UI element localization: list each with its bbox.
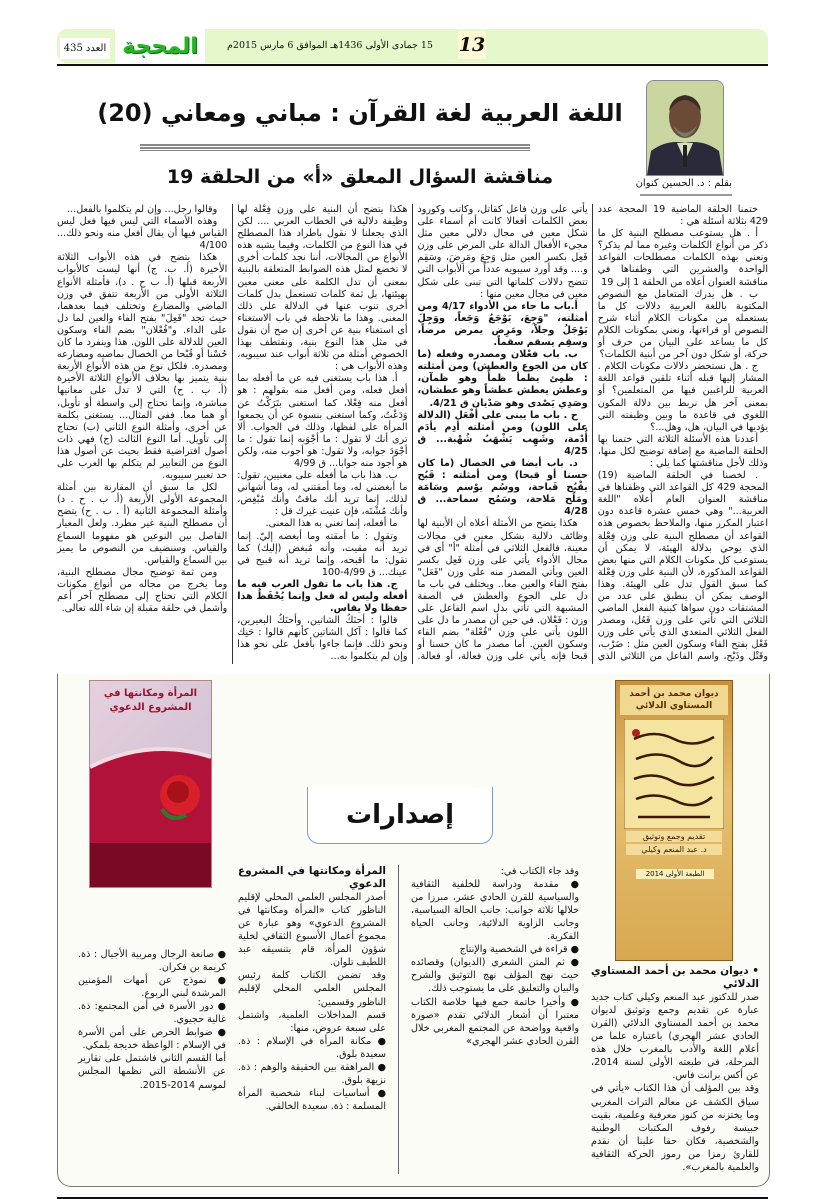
article-paragraph: . لخصنا في الحلقة الماضية (19) المحجة 429 كل القواعد التي وظفناها في مناقشة العنوان العام أعلاه "اللغة العربية..." وهي خمس عشرة قاعدة دون اعتبار المكرر منها، والملاحظ بخصوص هذه القواعد أن مصطلح البنية على وزن فِعْلة الذي يوحي بدلالة الهيئة، لا يمكن أن يستوعب كل مكونات الكلام التي منها بعض القواعد المذكورة، لأن البنية على وزن فِعْلة كما سبق القول تدل على الهيئة. وهذا الوصف يمكن أن ينطبق على عدد من المشتقات دون سواها كبنية الفعل الماضي الثلاثي التي تأتي على وزن فَعُل، ومصدر الفعل الثلاثي المتعدي الذي يأتي على وزن فَعْل بفتح الفاء وسكون العين مثل : ضَرْب، وقَتْل وذَبْح، واسم الفاعل من الثلاثي الذي يأتي على وزن فاعل كقاتل، وكاتب وكورود بعض الكلمات أفعالا كانت أم أسماء على شكل معين في مجال دلالي معين مثل مجيء الأفعال الدالة على المرض على وزن فَعِل بكسر العين مثل وَجِعَ ومَرِضَ، وسَقِم و.... وقد أورد سيبويه عدداً من الأبواب التي تتضح دلالات كلماتها التي تبنى على شكل معين في مجال معين منها : (417, 204, 768, 663)
article-paragraph: ح . باب ما يبنى على أفْعَل (الدلالة على اللون) ومن أمثلته أدِم يأدَم أُدْمة، وشَهِب يَشْهَبُ شُهْبة... ق 4/25 (417, 409, 588, 457)
article-paragraph: لكل ما سبق أن المقارنة بين أمثلة المجموعة الأولى الأربعة (أ. ب . ح . د) وأمثلة المجموعة الثانية (أ . ب . ح) يتضح أن مصطلح البنية غير مطرد. ولعل المعيار الفاصل بين النوعين هو مفهوما السماع والقياس. وسنضيف من النصوص ما يميز بين السماع والقياس. (57, 482, 228, 566)
article-paragraph: أعددنا هذه الأسئلة الثلاثة التي ختمنا بها الحلقة الماضية مع إضافة توضيح لكل منها، وذلك لأجل مناقشتها كما يلي : (597, 433, 768, 469)
rose-icon (90, 737, 211, 887)
article-subtitle: مناقشة السؤال المعلق «أ» من الحلقة 19 (166, 166, 554, 188)
book2-bullet: ● ضوابط الحرص على أمن الأسرة في الإسلام : الواعظة خديجة بلمكي. (78, 1027, 226, 1052)
cover-author: د. عبد المنعم وكيلي (626, 844, 722, 855)
book1-paragraph: وقد بين المؤلف أن هذا الكتاب «يأتي في سياق الكشف عن معالم التراث المغربي وما يختزنه من كنوز معرفية وعلمية، بقيت حبيسة رفوف المكتبات الوطنية والشخصية، فكان حقا علينا أن نقدم للقارئ رمزا من رموز الحركة الثقافية والعلمية بالمغرب». (591, 1083, 759, 1173)
book1-intro-column (591, 680, 759, 1175)
issue-date: 15 جمادى الأولى 1436هـ الموافق 6 مارس 2015م (227, 40, 433, 51)
book2-paragraph: قسم المداخلات العلمية، واشتمل على سبعة عروض، منها: (238, 1009, 386, 1034)
article-paragraph: وهذه الأسماء التي ليس فيها فعل ليس القياس فيها أن يقال أفعل منه ونحو ذلك... 4/100 (57, 216, 228, 252)
article-paragraph: وقالوا رجل... وإن لم يتكلموا بالفعل... (67, 204, 218, 215)
article-body (57, 204, 768, 664)
article-paragraph: أ.باب ما جاء من الأدواء 4/17 ومن أمثلته، "وَجِعَ، يَوْجَعُ وَجَعاً، ووَجِلَ يَوْجَلُ وجلاً، ومَرِض يمرض مرضاً، وسقِم يسقم سقماً. (417, 300, 588, 349)
article-paragraph: ب . هل يدرك المتعامل مع النصوص المكتوبة باللغة العربية دلالات كل ما يستعمله من مكونات الكلام أثناء شرح النصوص أو قراءتها، ونعني بمكونات الكلام كل ما يساعد على البيان من حرف أو حركة، أو شكل دون آخر من أبنية الكلمات؟ (597, 288, 768, 361)
book2-bullet: ● مكانة المرأة في الإسلام : ذة. سعيدة بلوق. (238, 1035, 386, 1060)
issue-number-box (60, 38, 110, 59)
article-paragraph: ب. باب فعْلان ومصدره وفعله (ما كان من الجوع والعطش) ومن أمثلته : ظمِئ يظمأ ظمأً وهو ظمآن، وعطش يعطش عطشاً وهو عطشان، وصَدِي يَصْدى وهو صَدْيان ق 4/21. (417, 349, 588, 409)
article-paragraph: ج . هل نستحضر دلالات مكونات الكلام . المشار إليها قبله أثناء تلقين قواعد اللغة العربية للراغبين فيها من المتعلمين؟ أو بمعنى آخر هل نربط بين دلالة المكون اللغوي في قاعدة ما وبين وظيفته التي يؤديها في البيان، هل، وهل...؟ (597, 361, 768, 433)
issue-number: 435 (63, 43, 83, 54)
publications-section-title: إصدارات (307, 787, 493, 844)
article-paragraph: هكذا يتضح من الأمثلة أعلاه أن الأبنية لها وظائف دلالية بشكل معين في مجالات معينة، فالفعل الثلاثي في أمثلة "أ" أي في مجال الأدواء يأتي على وزن فَعِل بكسر العين ويأتي المصدر منه على وزن "فَعَل" بفتح الفاء والعين معا.. ويختلف في باب ما دل على الجوع والعطش في الصفة المشبهة التي تأتي بدل اسم الفاعل على وزن : فَعْلان. في حين أن مصدر ما دل على اللون يأتي على وزن "فُعْلة" بضم الفاء وسكون العين. أما مصدر ما كان حسنا أو قبحا فإنه يأتي على وزن فعالة، أو فعالة. هكذا يتضح أن البنية على وزن فِعْلة لها وظيفة دلالية في الخطاب العربي .... لكن الذي يجعلنا لا نقول باطراد هذا المصطلح في هذا النوع من الكلمات، وفيما يشبه هذه الأنواع من المجالات، أننا نجد كلمات أخرى لا تخضع لمثل هذه الضوابط المتعلقة بالبنية بمعنى أن تدل الكلمة على معنى معين بهيئتها، بل ثمة كلمات تستعمل بدل كلمات أخرى تنوب عنها في الدلالة على ذلك المعنى. وهذا ما نلاحظه في باب الاستغناء أي استغناء بنية عن أخرى إن صح أن نقول في مثل هذا النوع بنية، ونقتطف بهذا الخصوص أمثلة من ثلاثة أبواب عند سيبويه، وهذه الأبواب هي : (237, 204, 588, 663)
article-paragraph: ب. هذا باب ما أفعله على معنيين، تقول: ما أبغضني له، وما أمقتني له، وما أشهاني لذلك، إنما تريد أنك ماقتٌ وأنك مُبْغِض، وأنك مُشْتَه، فإن عنيت غيرك قل : (237, 470, 408, 518)
book1-bullet: ● مقدمة ودراسة للخلفية الثقافية والسياسية للقرن الحادي عشر، مبرزا من خلالها ثلاثة جوانب: جانب الحالة السياسية، وجانب الزاوية الدلائية، وجانب الحياة الفكرية. (411, 878, 579, 943)
article-paragraph: ج. هذا باب ما تقول العرب فيه ما أفعله وليس له فعل وإنما يُحْفَظُ هذا حفظا ولا يقاس. (237, 578, 408, 615)
book2-bullet: ● المراهقة بين الحقيقة والوهم : ذة. نزيهة بلوق. (238, 1061, 386, 1087)
article-paragraph: أ . هل يستوعب مصطلح البنية كل ما ذكر من أنواع الكلمات وغيره مما لم يذكر؟ ونعني بهذه الكلمات مصطلحات القواعد الواحدة والعشرين التي وظفناها في مناقشة العنوان أعلاه من الحلقة 1 إلى 19 (597, 228, 768, 288)
book1-paragraph: صدر للدكتور عبد المنعم وكيلي كتاب جديد عبارة عن تقديم وجمع وتوثيق لديوان محمد بن أحمد المستاوي الدلائي (القرن الحادي عشر الهجري) باعتباره علما من أعلام اللغة والأدب بالمغرب خلال هذه المرحلة، في طبعته الأولى لسنة 2014، عن أكس برانت فاس. (591, 991, 759, 1082)
newspaper-logo: المحجة (115, 29, 205, 63)
book2-paragraph: وقد تضمن الكتاب كلمة رئيس المجلس العلمي المحلي لإقليم الناظور وقسمين: (238, 970, 386, 1008)
book1-heading: • ديوان محمد بن أحمد المستاوي الدلائي (591, 964, 759, 990)
book1-bullet: ● وأخيرا خاتمة جمع فيها خلاصة الكتاب معتبرا أن أشعار الدلائي تقدم «صورة واقعية وواضحة عن المجتمع المغربي خلال القرن الحادي عشر الهجري» (411, 996, 579, 1047)
book2-heading: المرأة ومكانتها في المشروع الدعوي (238, 864, 386, 890)
author-photo (646, 80, 724, 176)
calligraphy-icon (624, 719, 724, 829)
book2-column-1 (238, 680, 386, 1114)
page-body (57, 204, 768, 1199)
publications-box (57, 674, 770, 1188)
article-paragraph: ختمنا الحلقة الماضية 19 المحجة عدد 429 بثلاثة أسئلة هي : (597, 204, 768, 228)
book1-bullet: ● قراءة في الشخصية والإنتاج (459, 944, 579, 956)
cover-credit: تقديم وجمع وتوثيق (626, 831, 722, 842)
issue-label: العدد (85, 43, 107, 54)
book1-contents-column (411, 680, 579, 1048)
article-paragraph: قالوا : أحنَكُ الشاتين، وأحنَكُ البعيرين، كما قالوا : آكل الشاتين كأنهم قالوا : حَنِك ونحو ذلك. فإنما جاءوا بأفعل على نحو هذا وإن لم يتكلموا به... (237, 615, 408, 663)
book2-paragraph: أما القسم الثاني فاشتمل على تقارير عن الأنشطة التي نظمها المجلس لموسم 2014-2015. (78, 1053, 226, 1091)
book2-paragraph: أصدر المجلس العلمي المحلي لإقليم الناظور كتاب «المرأة ومكانتها في المشروع الدعوي» وهو عبارة عن مجموع أعمال الأسبوع الثقافي لخلية شؤون المرأة، قام بتنسيقه عبد اللطيف تلوان. (238, 891, 386, 969)
author-portrait-icon (647, 81, 723, 175)
cover-title: المرأة ومكانتها في المشروع الدعوي (103, 687, 198, 713)
page-number: 13 (458, 31, 486, 59)
article-paragraph: د. باب أيضا في الخصال (ما كان حسنا أو قبحا) ومن أمثلته : قَبُح يقْبُح قَباحة، ووسُم يوْسم وسَامَة ومَلُح مَلاحة، وسَمُح سماحة... ق 4/28 (417, 457, 588, 518)
book2-column-2 (78, 680, 226, 1092)
book-cover-diwan (615, 680, 733, 961)
book2-bullet: ● أساسيات لبناء شخصية المرأة المسلمة : ذة. سعيدة الخالقي. (238, 1088, 386, 1113)
article-paragraph: هكذا يتضح في هذه الأبواب الثلاثة الأخيرة (أ. ب. ج) أنها ليست كالأبواب الأربعة قبلها (أ. ب ح . د)، فأمثلة الأنواع الثلاثة الأولى من الأربعة تتفق في وزن الماضي والمضارع وتختلف فيما بعدهما، حيث تجد "فَعِلَ" بفتح الفاء والعين لما دل على الداء. و"فُعْلان" بضم الفاء وسكون العين للدلالة على اللون. هذا وينفرد ما كان حُسْنا أو قُبْحا من الخصال بماضيه ومضارعه ومصدره. فلكل نوع من هذه الأنواع الأربعة بنية يتميز بها بخلاف الأنواع الثلاثة الأخيرة (أ. ب . ح) التي لا تدل على معانيها مباشرة، وإنما تحتاج إلى واسطة أو تأويل، أو هما معا. ففي المثال... يستغنى بكلمة عن أخرى، وأمثلة النوع الثاني (ب) تحتاج إلى تأويل. أما النوع الثالث (ج) فهي ذات أصول افتراضية فقط بحيث عن أصول هذا النوع من التعابير لم يتكلم بها العرب على حد تعبير سيبويه. (57, 252, 228, 482)
book1-paragraph: وقد جاء الكتاب في: (500, 865, 579, 877)
book2-bullet: ● نموذج عن أمهات المؤمنين المرشدة لبني الربوع. (78, 974, 226, 999)
author-byline: بقلم : د. الحسين كنوان (635, 178, 732, 189)
article-title: اللغة العربية لغة القرآن : مباني ومعاني (20) (97, 99, 623, 127)
column-divider (398, 865, 399, 1175)
book2-bullet: ● صانعة الرجال ومربية الأجيال : ذة. كريمة بن فكران. (78, 948, 226, 973)
cover-title: ديوان محمد بن أحمد المستاوي الدلائي (620, 685, 728, 715)
book1-bullet: ● ثم المتن الشعري (الديوان) وقصائده حيث نهج المؤلف نهج التوثيق والشرح والبيان والتعليق على ما يستوجب ذلك. (411, 957, 579, 995)
header-divider (57, 64, 768, 66)
byline-divider (640, 194, 732, 196)
article-paragraph: أ. هذا باب يستغنى فيه عن ما أفعله بما أفعل فعله، ومن أفعل منه بقولهم : هو أفعل منه فِعْلا، كما استغنى بتَرَكْتُ عن وَدَعْتُ، وكما استغنى بنسوة عن أن يجمعوا المرأة على لفظها، وذلك في الجواب. ألا ترى أنك لا تقول : ما أجْوَبه إنما تقول : ما أجْوَدَ جوابه، ولا تقول: هو أجوب منه، ولكن هو أجود منه جوابا... ق 4/99 (237, 373, 408, 469)
book-cover-women (89, 680, 212, 888)
title-divider (140, 144, 530, 151)
article-paragraph: ما أفعله، إنما تعني به هذا المعنى. (265, 518, 398, 530)
cover-edition: الطبعة الأولى 2014 (636, 869, 714, 879)
article-paragraph: وتقول : ما أمقته وما أبغضه إليّ. إنما تريد أنه مقيت، وأنه مُبغض (إليك) كما تقول: ما أقبحه، وإنما تريد أنه قبيح في عينك... ق 4/99-100 (237, 530, 408, 578)
article-paragraph: ومن ثمة توضيح مجال مصطلح البنية، وما يخرج من مجاله من أنواع مكونات الكلام التي تحتاج إلى مصطلح آخر أعم وأشمل في حلقة مقبلة إن شاء الله تعالى. (57, 566, 228, 615)
book2-bullet: ● دور الأسرة في أمن المجتمع: ذة. غالية حجيوي. (78, 1000, 226, 1026)
